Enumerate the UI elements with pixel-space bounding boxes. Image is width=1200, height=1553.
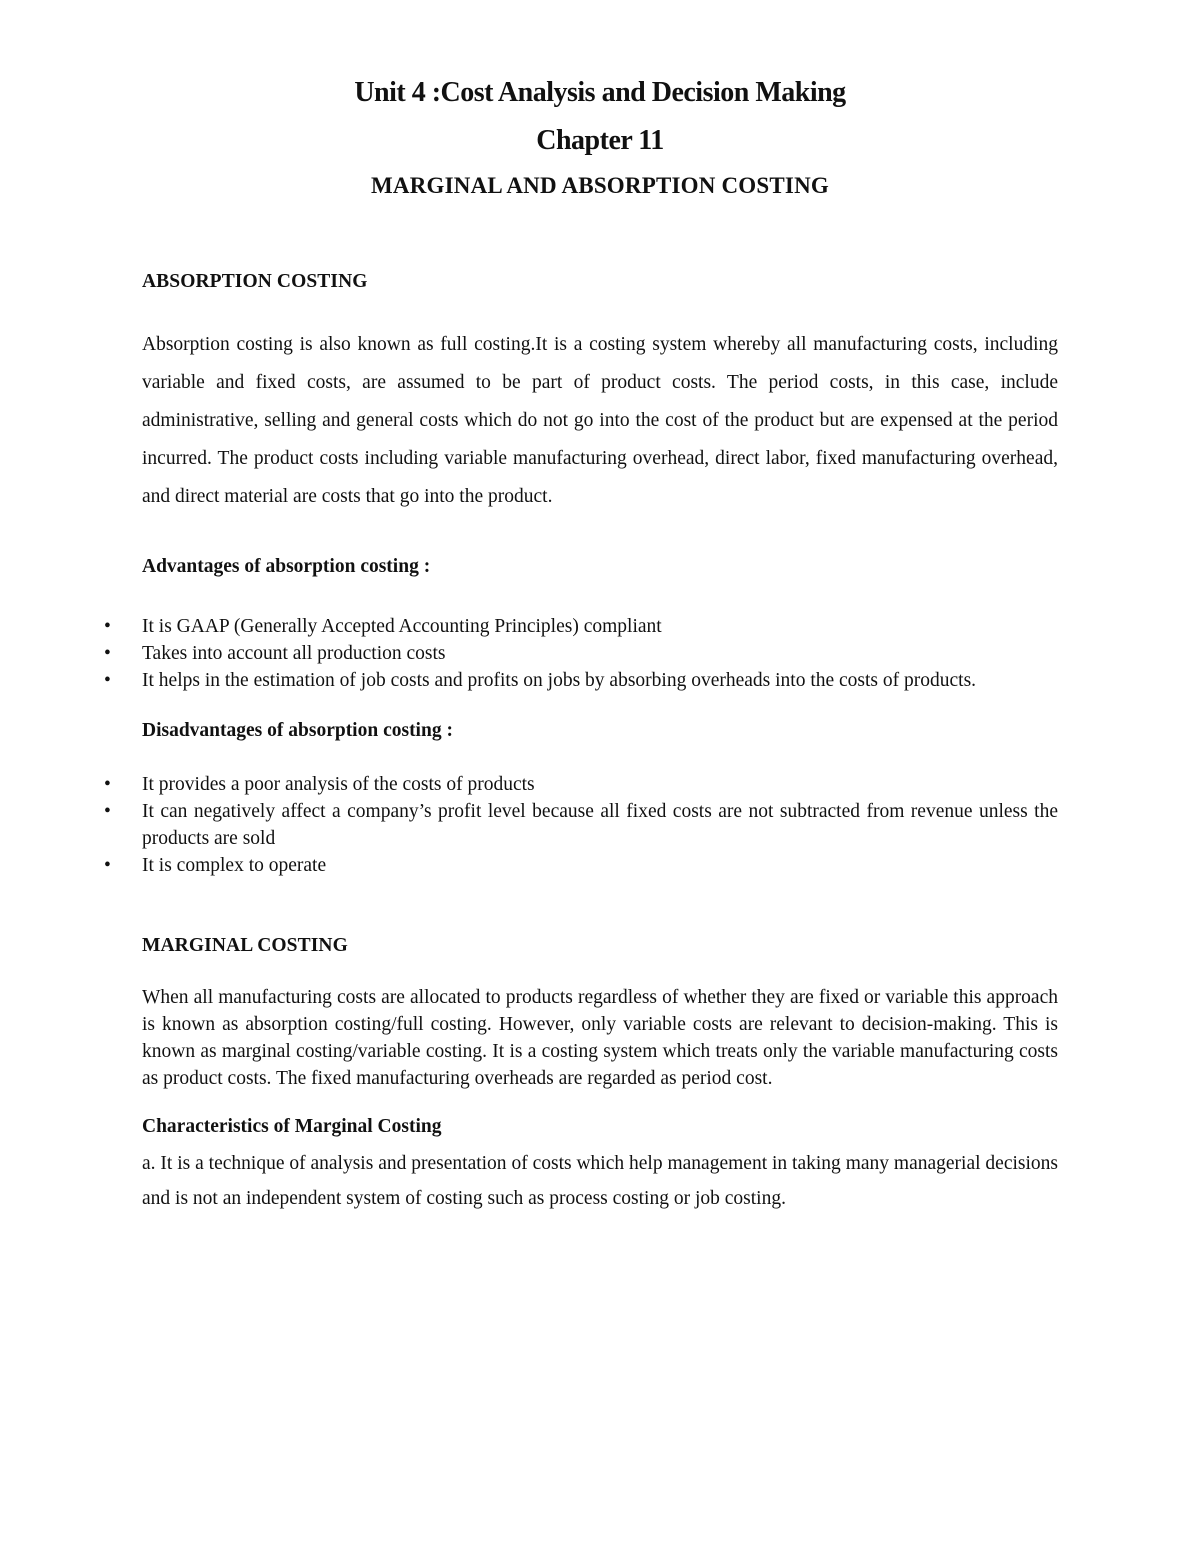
list-item	[104, 613, 1058, 640]
list-item-text: It helps in the estimation of job costs and profits on jobs by absorbing overheads into the costs of products.	[142, 670, 977, 692]
advantages-heading: Advantages of absorption costing :	[142, 556, 431, 578]
list-item	[104, 798, 1058, 852]
list-item	[104, 667, 1058, 694]
marginal-heading: MARGINAL COSTING	[142, 935, 348, 957]
bullet-icon: •	[104, 855, 111, 877]
document-page	[104, 72, 1058, 1216]
list-item-text: It is complex to operate	[142, 855, 327, 877]
list-item-text: Takes into account all production costs	[142, 643, 446, 665]
bullet-icon: •	[104, 643, 111, 665]
list-item	[104, 771, 1058, 798]
list-item	[104, 640, 1058, 667]
absorption-paragraph: Absorption costing is also known as full costing.It is a costing system whereby all manufacturing costs, including variable and fixed costs, are assumed to be part of product costs. The period costs, in this case, include administrative, selling and general costs which do not go into the cost of the product but are expensed at the period incurred. The product costs including variable manufacturing overhead, direct labor, fixed manufacturing overhead, and direct material are costs that go into the product.	[142, 334, 1058, 508]
advantages-list	[104, 613, 1058, 694]
characteristic-a-paragraph: a. It is a technique of analysis and presentation of costs which help management in taking many managerial decisions and is not an independent system of costing such as process costing or job costing.	[142, 1153, 1058, 1210]
marginal-paragraph: When all manufacturing costs are allocated to products regardless of whether they are fixed or variable this approach is known as absorption costing/full costing. However, only variable costs are relevant to decision-making. This is known as marginal costing/variable costing. It is a costing system which treats only the variable manufacturing costs as product costs. The fixed manufacturing overheads are regarded as period cost.	[142, 987, 1058, 1090]
unit-title: Unit 4 :Cost Analysis and Decision Making	[354, 77, 846, 108]
list-item-text: It is GAAP (Generally Accepted Accounting Principles) compliant	[142, 616, 662, 638]
disadvantages-list	[104, 771, 1058, 879]
chapter-subtitle: MARGINAL AND ABSORPTION COSTING	[371, 173, 829, 199]
bullet-icon: •	[104, 801, 111, 823]
bullet-icon: •	[104, 774, 111, 796]
chapter-title: Chapter 11	[536, 124, 664, 156]
bullet-icon: •	[104, 670, 111, 692]
absorption-heading: ABSORPTION COSTING	[142, 271, 368, 293]
disadvantages-heading: Disadvantages of absorption costing :	[142, 720, 453, 742]
list-item	[104, 852, 1058, 879]
bullet-icon: •	[104, 616, 111, 638]
characteristics-heading: Characteristics of Marginal Costing	[142, 1116, 442, 1138]
list-item-text: It provides a poor analysis of the costs of products	[142, 774, 535, 796]
list-item-text: It can negatively affect a company’s profit level because all fixed costs are not subtracted from revenue unless the products are sold	[142, 801, 1058, 850]
